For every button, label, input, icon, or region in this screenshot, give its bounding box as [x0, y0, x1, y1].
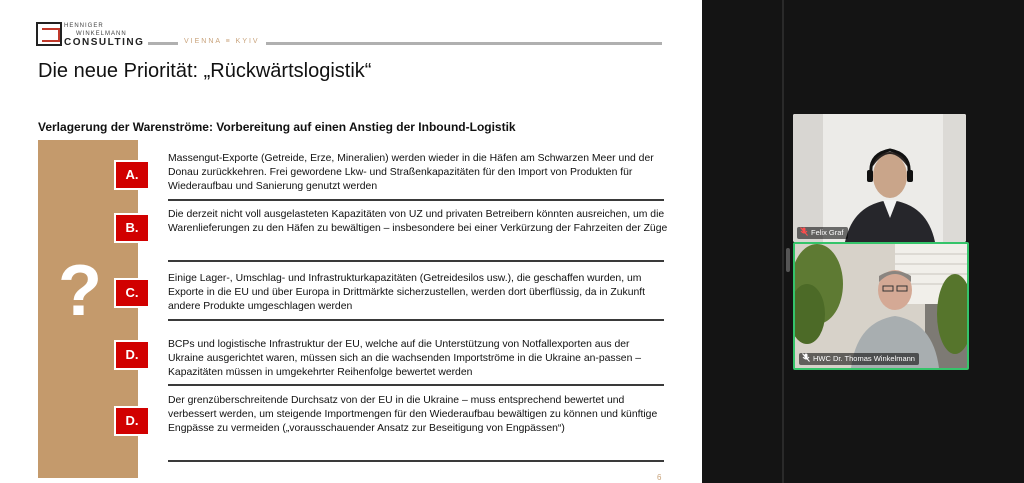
item-text: Einige Lager-, Umschlag- und Infrastrukturkapazitäten (Getreidesilos usw.), die geschaffen wurden, um Exporte in die EU und über Europa in Drittmärkte sicherzustellen, werden dort überflüssig, da in Zukunft andere Produkte umgeschlagen werden	[168, 273, 646, 312]
logo-line2: WINKELMANN	[76, 31, 127, 37]
item-badge: C.	[114, 278, 150, 308]
slide-title: Die neue Priorität: „Rückwärtslogistik“	[38, 60, 372, 82]
item-divider	[168, 384, 664, 386]
item-text: BCPs und logistische Infrastruktur der EU, welche auf die Unterstützung von Notfallexporten aus der Ukraine ausgerichtet waren, müssen sich an die wachsenden Importströme in die Ukraine an-passen – Kapazitäten müssen in umgekehrter Reihenfolge bewertet werden	[168, 339, 642, 378]
item-text: Massengut-Exporte (Getreide, Erze, Mineralien) werden wieder in die Häfen am Schwarzen Meer und der Donau zurückkehren. Frei gewordene Lkw- und Straßenkapazitäten für den Import von Produkten für Wiederaufbau und Sanierung genutzt werden	[168, 153, 654, 192]
company-logo	[36, 22, 146, 48]
mic-muted-icon	[802, 353, 810, 362]
participant-tile-felix-graf[interactable]	[793, 114, 966, 242]
page-number: 6	[657, 473, 662, 482]
logo-line1: HENNIGER	[64, 23, 104, 29]
item-badge: D.	[114, 340, 150, 370]
participant-video	[795, 244, 967, 368]
logo-line3: CONSULTING	[64, 37, 145, 48]
logo-mark-accent	[42, 28, 60, 42]
participant-name: HWC Dr. Thomas Winkelmann	[813, 354, 915, 363]
slide-subtitle: Verlagerung der Warenströme: Vorbereitung auf einen Anstieg der Inbound-Logistik	[38, 120, 516, 134]
participant-video	[793, 114, 966, 242]
item-badge: D.	[114, 406, 150, 436]
participant-name-tag	[797, 227, 848, 239]
item-divider	[168, 319, 664, 321]
panel-divider	[782, 0, 784, 483]
tagline: VIENNA ≡ KYIV	[178, 38, 266, 45]
item-badge: A.	[114, 160, 150, 190]
item-text: Der grenzüberschreitende Durchsatz von der EU in die Ukraine – muss entsprechend bewertet und verbessert werden, um steigende Importmengen für den Wiederaufbau bewältigen zu können und künftige Engpässe zu vermeiden („vorausschauender Ansatz zur Beseitigung von Engpässen“)	[168, 395, 658, 434]
panel-resize-handle[interactable]	[786, 248, 790, 272]
mic-muted-icon	[800, 227, 808, 236]
question-mark: ?	[58, 251, 102, 331]
item-badge: B.	[114, 213, 150, 243]
participant-tile-thomas-winkelmann[interactable]	[793, 242, 969, 370]
item-divider	[168, 260, 664, 262]
item-divider	[168, 199, 664, 201]
participant-name: Felix Graf	[811, 228, 844, 237]
item-text: Die derzeit nicht voll ausgelasteten Kapazitäten von UZ und privaten Betreibern könnten ausreichen, um die Warenlieferungen zu den Häfen zu bewältigen – insbesondere bei einer Verkürzung der Fahrzeiten der Züge	[168, 209, 668, 234]
participant-name-tag	[799, 353, 919, 365]
item-divider	[168, 460, 664, 462]
